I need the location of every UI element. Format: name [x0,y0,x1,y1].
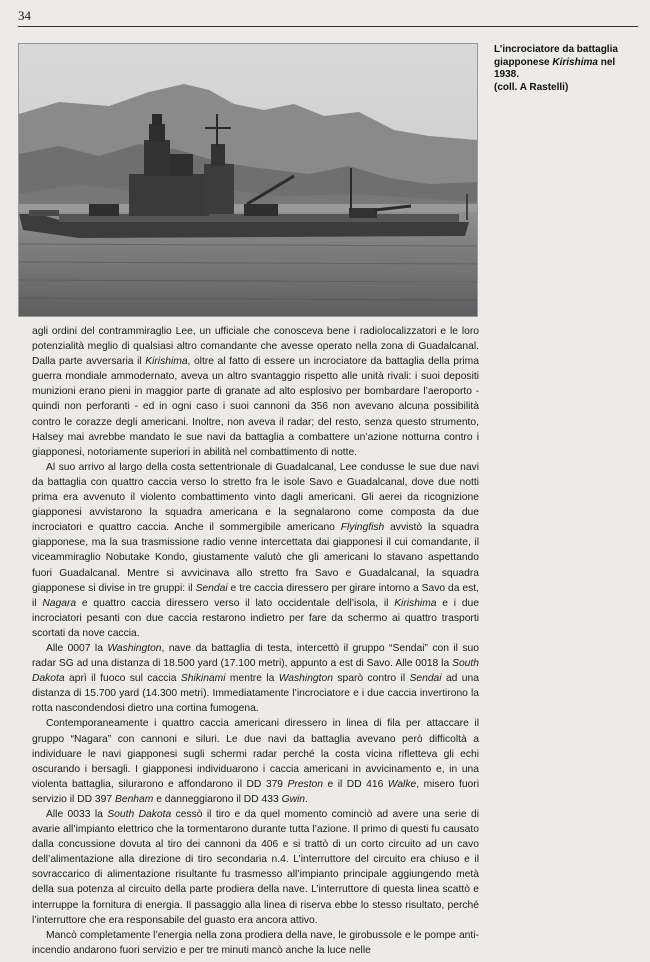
italic-run: Gwin [281,793,306,805]
paragraph [32,928,479,958]
italic-run: Washington [278,673,333,685]
header-rule [18,26,638,27]
text-run: , nave da battaglia di testa, intercettò il gruppo “Sendai” con il suo radar SG ad una distanza di 18.500 yard (17.100 metri), appunto a est di Savo. Alle 0018 la [32,642,479,670]
text-run: , misero fuori servizio il DD 397 [32,778,479,805]
italic-run: Walke [387,778,417,790]
paragraph [32,807,479,928]
page-number: 34 [18,8,31,23]
text-run: aprì il fuoco sul caccia [64,673,181,685]
italic-run: Preston [287,778,324,790]
italic-run: South Dakota [32,658,479,685]
italic-run: Kirishima [394,597,437,609]
paragraph [32,716,479,807]
paragraph [32,324,479,460]
caption-line-3: (coll. A Rastelli) [494,81,569,93]
text-run: Mancò completamente l’energia nella zona prodiera della nave, le girobussole e le pompe anti-incendio andarono fuori servizio e per tre minuti mancò anche la luce nelle [32,929,479,956]
italic-run: Sendai [195,582,228,594]
text-run: Al suo arrivo al largo della costa settentrionale di Guadalcanal, Lee condusse le sue due navi da battaglia con quattro caccia verso lo stretto fra le isole Savo e Guadalcanal, dove due notti prima era avvenuto il violento combattimento vinto dagli americani. Gli aerei da ricognizione giapponesi avvistarono la squadra americana e la segnalarono come composta da due incrociatori e quattro caccia. Anche il sommergibile americano [32,461,479,534]
text-run: , oltre al fatto di essere un incrociatore da battaglia della prima guerra mondiale ammodernato, aveva un altro svantaggio rispetto alle unità rivali: i suoi depositi munizioni erano pieni in maggior parte di granate ad alto esplosivo per bombardare l’aeroporto - quindi non perforanti - ed in ogni caso i suoi cannoni da 356 non avevano alcuna possibilità contro le corazze degli americani. Inoltre, non aveva il radar; del resto, senza questo strumento, Halsey mai avrebbe mandato le sue navi da battaglia a combattere un’azione notturna contro i giapponesi, notoriamente superiori in abilità nel combattimento di notte. [32,356,479,458]
text-run: agli ordini del contrammiraglio Lee, un ufficiale che conosceva bene i radiolocalizzatori e le loro potenzialità meglio di qualsiasi altro comandante che avesse operato nella zona di Guadalcanal. Dalla parte avversaria il [32,326,479,368]
text-run: Contemporaneamente i quattro caccia americani diressero in linea di fila per attaccare il gruppo “Nagara” con cannoni e siluri. Le due navi da battaglia avevano però difficoltà a individuare le navi giapponesi sugli schermi radar perché la costa vicina rifletteva gli echi oscurando i bersagli. I giapponesi individuarono i caccia americani in avvicinamento e, in una violenta battaglia, silurarono e affondarono il DD 379 [32,718,479,790]
italic-run: Benham [114,793,154,805]
italic-run: Flyingfish [340,522,385,534]
italic-run: Sendai [409,673,442,685]
paragraph [32,460,479,641]
caption-line-2-pre: giapponese [494,56,553,68]
battleship-photo [18,43,478,317]
text-run: Alle 0033 la [46,809,108,820]
text-run: e quattro caccia diressero verso il lato occidentale dell’isola, il [76,597,395,609]
caption-line-1: L’incrociatore da battaglia [494,44,618,55]
caption-line-2 [494,57,634,82]
paragraph [32,641,479,716]
text-run: sparò contro il [332,673,410,685]
text-run: cessò il tiro e da quel momento cominciò ad avere una serie di avarie all’impianto elettrico che la tormentarono durante tutta l’azione. Il primo di questi fu causato dalla concussione dovuta al tiro dei cannoni da 406 e si trattò di un corto circuito ad un cavo dell’alimentazione alla direzione di tiro secondaria n.4. L’interruttore del circuito era chiuso e il sovraccarico di alimentazione risultante fu trasmesso all’impianto principale aggiungendo metà della sua potenza al circuito della parte prodiera della nave. L’interruttore di questa linea scattò e interruppe la fornitura di energia. Il passaggio alla linea di riserva ebbe lo stesso risultato, perché l’interruttore che era responsabile del guasto era ancora attivo. [32,809,479,926]
article-body [32,324,479,958]
italic-run: Nagara [42,597,77,609]
text-run: mentre la [225,673,279,685]
text-run: e tre caccia diressero per girare intorno a Savo da est, il [32,582,479,609]
text-run: e il DD 416 [323,778,388,790]
text-run: e i due incrociatori pesanti con due caccia restarono indietro per fare da schermo ai quattro trasporti scortati da nove caccia. [32,597,480,639]
italic-run: South Dakota [107,809,172,820]
italic-run: Washington [107,642,162,654]
text-run: e danneggiarono il DD 433 [153,793,282,805]
italic-run: Shikinami [180,673,226,685]
text-run: ad una distanza di 15.700 yard (14.300 metri). Immediatamente l’incrociatore e i due caccia invertirono la rotta nascondendosi dietro una cortina fumogena. [32,673,479,715]
italic-run: Kirishima [145,356,188,368]
caption-ship-name: Kirishima [552,56,598,68]
text-run: Alle 0007 la [46,642,108,654]
text-run: . [305,793,308,805]
photo-caption [494,44,634,94]
text-run: avvistò la squadra giapponese, ma la sua trasmissione radio venne intercettata dai giapponesi il cui comandante, il viceammiraglio Nobutake Kondo, giustamente valutò che gli americani lo stavano aspettando fuori Guadalcanal. Mentre si avvicinava allo stretto fra Savo e Guadalcanal, la squadra giapponese si divise in tre gruppi: il [32,522,480,594]
caption-line-2-post: nel 1938. [494,56,616,80]
